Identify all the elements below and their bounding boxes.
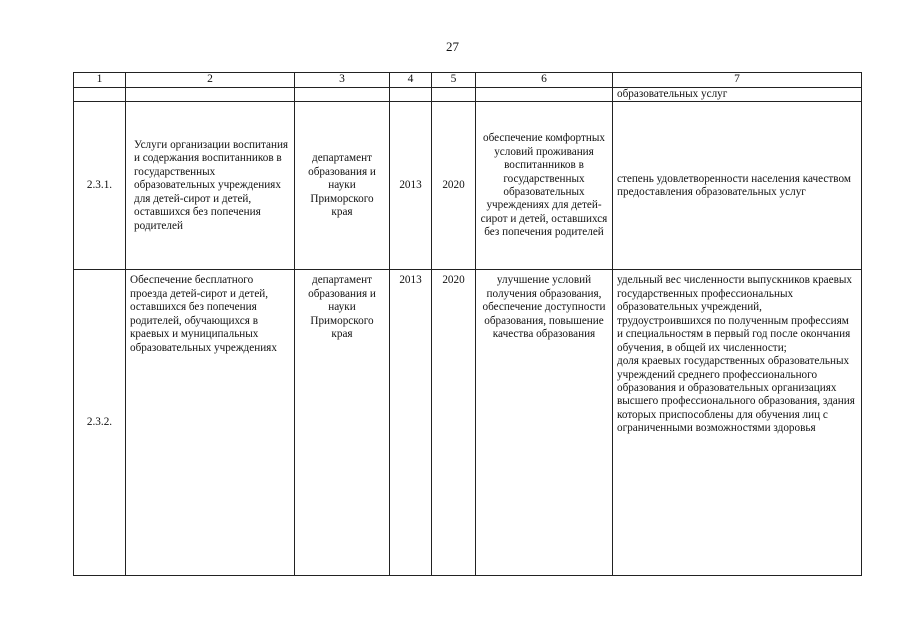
- indicator: удельный вес численности выпускников краевых государственных профессиональных образовательных учреждений, трудоустроившихся по полученным профессиям и специальностям в первый год после окончания обучения, в общей их численности; доля краевых государственных образовательных учреждений среднего профессионального образования и образовательных организациях высшего профессионального образования, здания которых приспособлены для обучения лиц с ограниченными возможностями здоровья: [613, 270, 862, 576]
- program-table: [73, 72, 862, 576]
- column-header-4: 4: [390, 73, 432, 88]
- column-header-3: 3: [295, 73, 390, 88]
- column-header-1: 1: [74, 73, 126, 88]
- row-number: 2.3.2.: [74, 270, 126, 576]
- responsible-department: департамент образования и науки Приморского края: [295, 270, 390, 576]
- continuation-cell-6: [476, 88, 613, 102]
- start-year: 2013: [390, 102, 432, 270]
- continuation-row: [74, 88, 862, 102]
- column-header-2: 2: [126, 73, 295, 88]
- indicator: степень удовлетворенности населения качеством предоставления образовательных услуг: [613, 102, 862, 270]
- column-header-5: 5: [432, 73, 476, 88]
- header-row: [74, 73, 862, 88]
- start-year: 2013: [390, 270, 432, 576]
- table-row: [74, 102, 862, 270]
- measure-name: Услуги организации воспитания и содержания воспитанников в государственных образовательных учреждениях для детей-сирот и детей, оставшихся без попечения родителей: [126, 102, 295, 270]
- page-number: 27: [446, 39, 459, 54]
- table-row: [74, 270, 862, 576]
- column-header-6: 6: [476, 73, 613, 88]
- expected-result: улучшение условий получения образования, обеспечение доступности образования, повышение качества образования: [476, 270, 613, 576]
- row-number: 2.3.1.: [74, 102, 126, 270]
- responsible-department: департамент образования и науки Приморского края: [295, 102, 390, 270]
- continuation-indicator: образовательных услуг: [613, 88, 862, 102]
- expected-result: обеспечение комфортных условий проживания воспитанников в государственных образовательных учреждениях для детей-сирот и детей, оставшихся без попечения родителей: [476, 102, 613, 270]
- end-year: 2020: [432, 102, 476, 270]
- continuation-cell-4: [390, 88, 432, 102]
- continuation-cell-2: [126, 88, 295, 102]
- measure-name: Обеспечение бесплатного проезда детей-сирот и детей, оставшихся без попечения родителей, обучающихся в краевых и муниципальных образовательных учреждениях: [126, 270, 295, 576]
- continuation-cell-3: [295, 88, 390, 102]
- end-year: 2020: [432, 270, 476, 576]
- continuation-cell-5: [432, 88, 476, 102]
- continuation-cell-1: [74, 88, 126, 102]
- column-header-7: 7: [613, 73, 862, 88]
